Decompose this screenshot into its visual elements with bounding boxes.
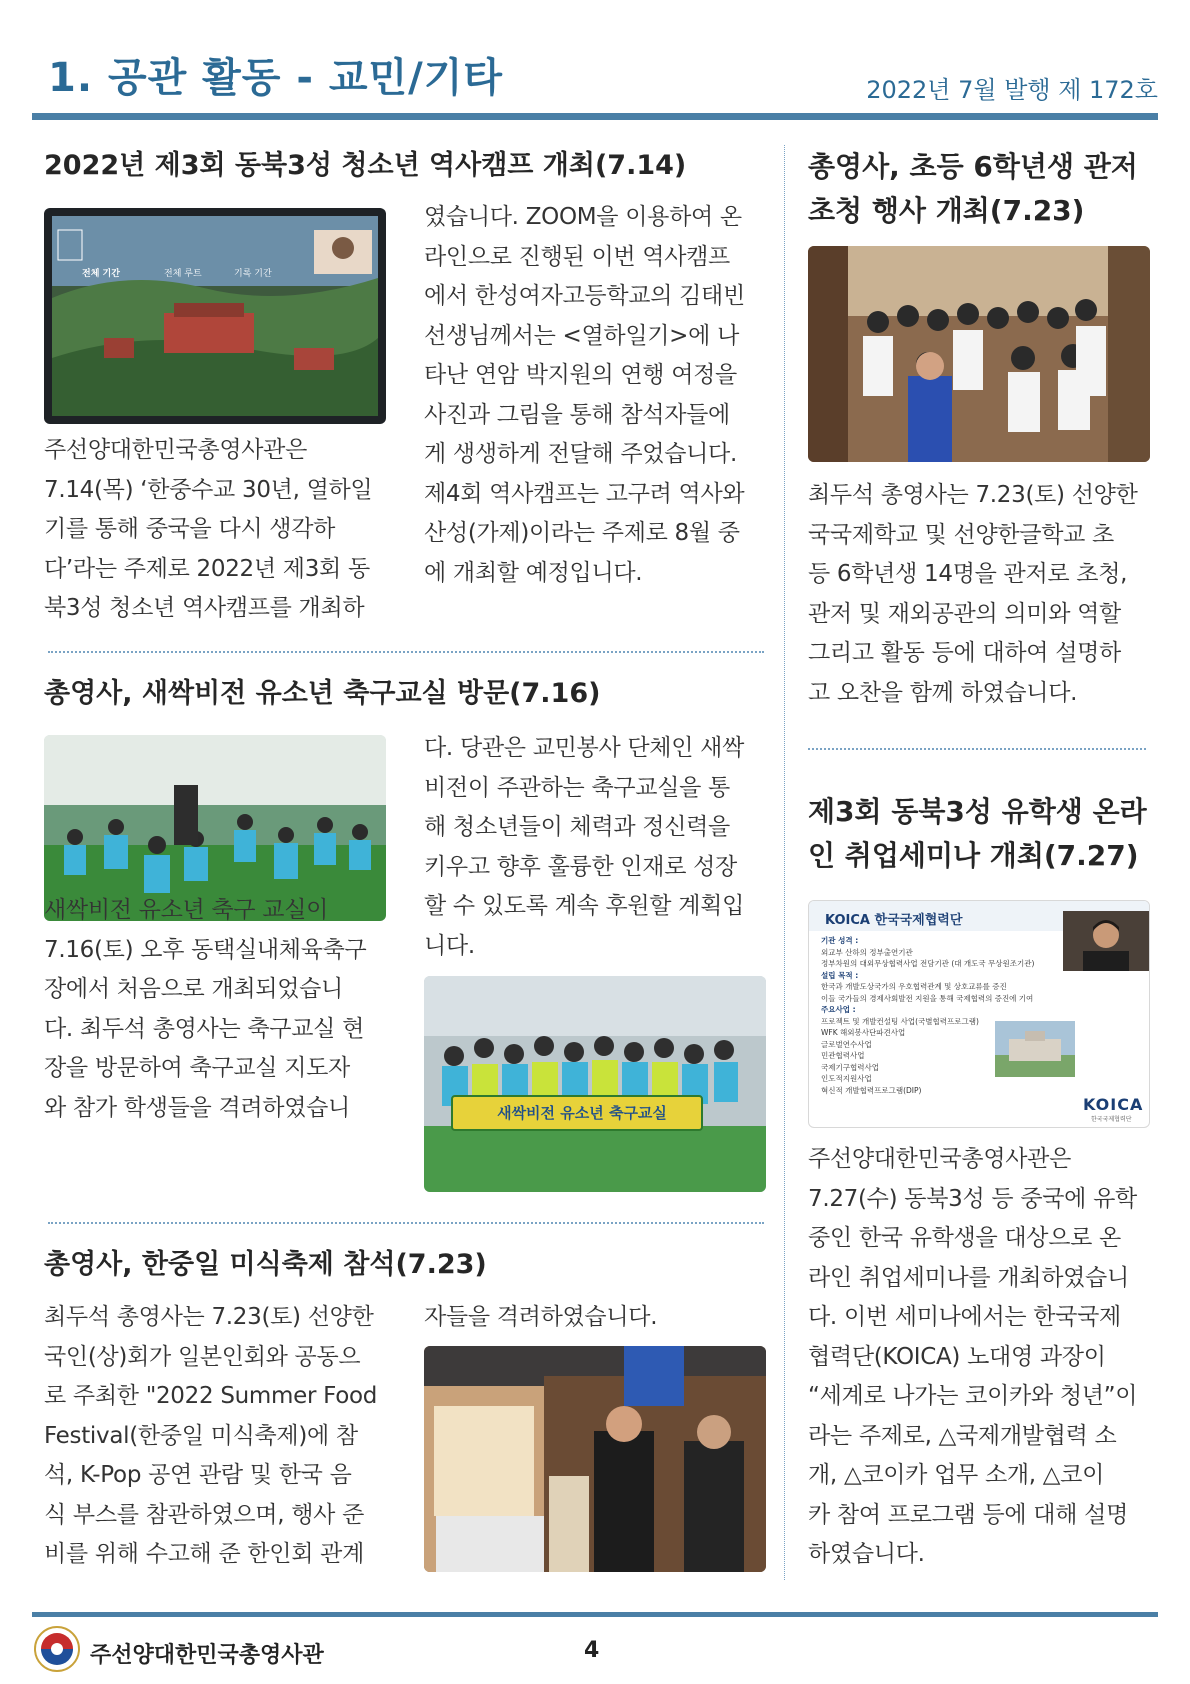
- text-line: 로 주최한 "2022 Summer Food: [44, 1383, 378, 1409]
- text-line: 카 참여 프로그램 등에 대해 설명: [808, 1501, 1128, 1528]
- footer-org: 주선양대한민국총영사관: [90, 1643, 324, 1668]
- text-line: 비를 위해 수고해 준 한인회 관계: [44, 1541, 364, 1567]
- text-line: 에 개최할 예정입니다.: [424, 559, 643, 586]
- text-line: 최두석 총영사는 7.23(토) 선양한: [44, 1304, 374, 1330]
- text-line: 선생님께서는 <열하일기>에 나: [424, 322, 739, 349]
- text-line: 자들을 격려하였습니다.: [424, 1304, 658, 1330]
- article-title: 총영사, 한중일 미식축제 참석(7.23): [44, 1249, 487, 1280]
- text-line: 다. 최두석 총영사는 축구교실 현: [44, 1015, 364, 1042]
- koica-logo-sub: 한국국제협력단: [1091, 1116, 1132, 1123]
- speaker-webcam: [1063, 911, 1149, 971]
- slide-item: WFK 해외봉사단파견사업: [821, 1028, 906, 1037]
- page-title: 1. 공관 활동 - 교민/기타: [48, 55, 504, 101]
- slide-item: 프로젝트 및 개발컨설팅 사업(국별협력프로그램): [821, 1016, 979, 1026]
- article-body: [808, 476, 1158, 713]
- title-line: 인 취업세미나 개최(7.27): [808, 839, 1139, 872]
- text-line: 하였습니다.: [808, 1541, 925, 1567]
- photo-banner-text: 새싹비전 유소년 축구교실: [497, 1104, 667, 1122]
- text-line: “세계로 나가는 코이카와 청년”이: [808, 1383, 1138, 1409]
- overlay-label: 전체 루트: [164, 269, 202, 279]
- text-line: 다. 이번 세미나에서는 한국국제: [808, 1304, 1121, 1330]
- text-line: 비전이 주관하는 축구교실을 통: [424, 774, 730, 801]
- title-line: 초청 행사 개최(7.23): [808, 194, 1085, 227]
- slide-item: 정부차원의 대외무상협력사업 전담기관 (대 개도국 무상원조기관): [821, 959, 1035, 968]
- article-body: [808, 1140, 1158, 1575]
- koica-slide-screenshot: [808, 900, 1150, 1128]
- text-line: 국인(상)회가 일본인회와 공동으: [44, 1343, 361, 1370]
- overlay-label: 전체 기간: [82, 269, 120, 279]
- text-line: 기를 통해 중국을 다시 생각하: [44, 516, 336, 542]
- text-line: 관저 및 재외공관의 의미와 역할: [808, 600, 1121, 627]
- slide-item: 민관협력사업: [821, 1051, 865, 1060]
- text-line: 국국제학교 및 선양한글학교 초: [808, 521, 1114, 548]
- emblem-icon: [34, 1626, 80, 1672]
- text-line: 식 부스를 참관하였으며, 행사 준: [44, 1501, 364, 1528]
- text-line: 산성(가제)이라는 주제로 8월 중: [424, 520, 740, 546]
- header-rule: [32, 113, 1158, 120]
- text-line: 고 오찬을 함께 하였습니다.: [808, 679, 1078, 706]
- article-title: [808, 790, 1147, 878]
- text-line: 그리고 활동 등에 대하여 설명하: [808, 640, 1121, 666]
- slide-section-title: 설립 목적 :: [821, 970, 859, 980]
- article-body-left: [44, 431, 389, 629]
- text-line: 7.16(토) 오후 동택실내체육축구: [44, 936, 367, 963]
- soccer-group-photo: [424, 976, 766, 1192]
- section-divider: [808, 748, 1146, 750]
- text-line: 장에서 처음으로 개최되었습니: [44, 976, 343, 1002]
- slide-item: 인도적지원사업: [821, 1074, 872, 1083]
- slide-item: 외교부 산하의 정부출연기관: [821, 947, 913, 957]
- slide-item: 글로벌연수사업: [821, 1039, 872, 1049]
- text-line: 라는 주제로, △국제개발협력 소: [808, 1422, 1117, 1449]
- text-line: Festival(한중일 미식축제)에 참: [44, 1422, 358, 1449]
- overlay-label: 기록 기간: [234, 269, 272, 279]
- text-line: 라인으로 진행된 이번 역사캠프: [424, 243, 730, 270]
- text-line: 다. 당관은 교민봉사 단체인 새싹: [424, 735, 744, 761]
- text-line: 최두석 총영사는 7.23(토) 선양한: [808, 482, 1138, 508]
- text-line: 7.27(수) 동북3성 등 중국에 유학: [808, 1185, 1137, 1212]
- zoom-screenshot-photo: [44, 208, 386, 424]
- section-divider: [48, 1222, 764, 1224]
- article-body-left: [44, 1298, 394, 1575]
- text-line: 게 생생하게 전달해 주었습니다.: [424, 441, 737, 467]
- article-title: 2022년 제3회 동북3성 청소년 역사캠프 개최(7.14): [44, 150, 687, 181]
- article-title: [808, 145, 1138, 233]
- section-divider: [48, 651, 764, 653]
- slide-item: 국제기구협력사업: [821, 1062, 879, 1072]
- text-line: 새싹비전 유소년 축구 교실이: [44, 897, 329, 923]
- issue-number: 2022년 7월 발행 제 172호: [866, 76, 1158, 104]
- slide-section-title: 주요사업 :: [821, 1005, 856, 1014]
- text-line: 등 6학년생 14명을 관저로 초청,: [808, 561, 1128, 587]
- text-line: 에서 한성여자고등학교의 김태빈: [424, 283, 745, 309]
- text-line: 7.14(목) ‘한중수교 30년, 열하일: [44, 476, 373, 503]
- slide-item: 혁신적 개발협력프로그램(DIP): [821, 1085, 922, 1095]
- text-line: 장을 방문하여 축구교실 지도자: [44, 1055, 350, 1081]
- text-line: 였습니다. ZOOM을 이용하여 온: [424, 204, 742, 230]
- text-line: 중인 한국 유학생을 대상으로 온: [808, 1225, 1121, 1251]
- column-divider: [784, 145, 785, 1580]
- slide-header: KOICA 한국국제협력단: [825, 913, 963, 928]
- slide-section-title: 기관 성격 :: [821, 936, 859, 945]
- text-line: 해 청소년들이 체력과 정신력을: [424, 814, 730, 840]
- text-line: 제4회 역사캠프는 고구려 역사와: [424, 480, 745, 507]
- text-line: 사진과 그림을 통해 참석자들에: [424, 401, 730, 428]
- text-line: 키우고 향후 훌륭한 인재로 성장: [424, 853, 737, 880]
- article-body-right: [424, 729, 774, 966]
- text-line: 타난 연암 박지원의 연행 여정을: [424, 362, 737, 388]
- text-line: 협력단(KOICA) 노대영 과장이: [808, 1343, 1106, 1370]
- text-line: 개, △코이카 업무 소개, △코이: [808, 1462, 1105, 1488]
- title-line: 총영사, 초등 6학년생 관저: [808, 150, 1138, 183]
- koica-building-image: [995, 1021, 1075, 1077]
- text-line: 북3성 청소년 역사캠프를 개최하: [44, 595, 365, 621]
- residence-group-photo: [808, 246, 1150, 462]
- article-body-left: [44, 891, 394, 1128]
- text-line: 주선양대한민국총영사관은: [44, 437, 308, 463]
- footer-rule: [32, 1612, 1158, 1617]
- koica-logo: KOICA: [1083, 1095, 1144, 1114]
- article-body-right: [424, 1298, 774, 1338]
- text-line: 석, K-Pop 공연 관람 및 한국 음: [44, 1462, 352, 1488]
- text-line: 와 참가 학생들을 격려하였습니: [44, 1094, 350, 1121]
- text-line: 다’라는 주제로 2022년 제3회 동: [44, 555, 370, 582]
- food-festival-photo: [424, 1346, 766, 1572]
- text-line: 니다.: [424, 932, 475, 959]
- page-number: 4: [584, 1638, 600, 1663]
- slide-item: 이들 국가들의 경제사회발전 지원을 통해 국제협력의 증진에 기여: [821, 993, 1034, 1003]
- title-line: 제3회 동북3성 유학생 온라: [808, 795, 1147, 828]
- text-line: 주선양대한민국총영사관은: [808, 1146, 1072, 1172]
- text-line: 라인 취업세미나를 개최하였습니: [808, 1264, 1129, 1291]
- slide-item: 한국과 개발도상국가의 우호협력관계 및 상호교류를 증진: [821, 982, 1007, 991]
- article-title: 총영사, 새싹비전 유소년 축구교실 방문(7.16): [44, 678, 601, 709]
- text-line: 할 수 있도록 계속 후원할 계획입: [424, 893, 744, 919]
- article-body-right: [424, 198, 774, 593]
